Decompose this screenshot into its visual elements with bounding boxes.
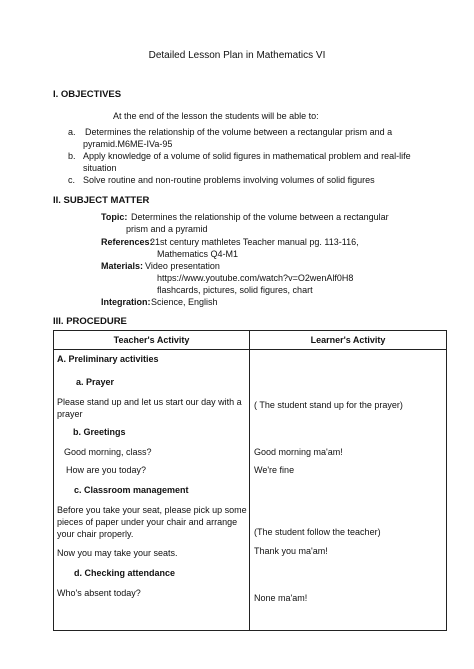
references-line-1: 21st century mathletes Teacher manual pg. 113-116, — [150, 237, 359, 247]
integration-label: Integration: — [101, 297, 151, 307]
seats-learner: Thank you ma'am! — [254, 546, 328, 556]
topic-line-1: Determines the relationship of the volume between a rectangular — [131, 212, 389, 222]
teacher-activity-cell — [54, 350, 250, 631]
procedure-table — [53, 330, 447, 631]
procedure-header-row — [54, 331, 447, 350]
objectives-intro: At the end of the lesson the students will be able to: — [113, 111, 319, 121]
prayer-label: a. Prayer — [76, 377, 115, 387]
learner-activity-header: Learner's Activity — [250, 331, 447, 350]
objective-a-line-2: pyramid.M6ME-IVa-95 — [83, 139, 173, 149]
objective-a-marker: a. — [68, 127, 76, 137]
procedure-body-row — [54, 350, 447, 631]
section-a-title: A. Preliminary activities — [57, 354, 159, 364]
classroom-teacher-line-2: pieces of paper under your chair and arrange — [57, 517, 238, 527]
topic-line-2: prism and a pyramid — [126, 224, 208, 234]
procedure-heading: III. PROCEDURE — [53, 316, 127, 327]
materials-label: Materials: — [101, 261, 144, 271]
greet-learner-1: Good morning ma'am! — [254, 447, 343, 457]
prayer-teacher-line-2: prayer — [57, 409, 83, 419]
objective-b-line-2: situation — [83, 163, 117, 173]
classroom-management-label: c. Classroom management — [74, 485, 189, 495]
materials-line-3: flashcards, pictures, solid figures, chart — [157, 285, 313, 295]
objective-c-marker: c. — [68, 175, 76, 185]
document-title: Detailed Lesson Plan in Mathematics VI — [148, 50, 326, 61]
checking-attendance-label: d. Checking attendance — [74, 568, 176, 578]
attendance-teacher: Who's absent today? — [57, 588, 141, 598]
objective-a-line-1: Determines the relationship of the volume between a rectangular prism and a — [85, 127, 393, 137]
teacher-activity-header: Teacher's Activity — [54, 331, 250, 350]
classroom-teacher-line-1: Before you take your seat, please pick up some — [57, 505, 247, 515]
prayer-learner: ( The student stand up for the prayer) — [254, 400, 403, 410]
learner-activity-cell — [250, 350, 447, 631]
objective-c-line-1: Solve routine and non-routine problems involving volumes of solid figures — [83, 175, 375, 185]
integration-value: Science, English — [151, 297, 218, 307]
greet-teacher-2: How are you today? — [66, 465, 147, 475]
prayer-teacher-line-1: Please stand up and let us start our day with a — [57, 397, 242, 407]
classroom-learner-1: (The student follow the teacher) — [254, 527, 381, 537]
greet-learner-2: We're fine — [254, 465, 295, 475]
seats-teacher: Now you may take your seats. — [57, 548, 178, 558]
objective-b-marker: b. — [68, 151, 76, 161]
classroom-teacher-line-3: your chair properly. — [57, 529, 134, 539]
objective-b-line-1: Apply knowledge of a volume of solid figures in mathematical problem and real-life — [83, 151, 411, 161]
greetings-label: b. Greetings — [73, 427, 126, 437]
materials-line-1: Video presentation — [145, 261, 220, 271]
attendance-learner: None ma'am! — [254, 593, 308, 603]
topic-label: Topic: — [101, 212, 128, 222]
references-label: References: — [101, 237, 153, 247]
references-line-2: Mathematics Q4-M1 — [157, 249, 239, 259]
materials-link[interactable]: https://www.youtube.com/watch?v=O2wenAlf0H8 — [157, 273, 354, 283]
greet-teacher-1: Good morning, class? — [64, 447, 152, 457]
subject-matter-heading: II. SUBJECT MATTER — [53, 195, 150, 206]
objectives-heading: I. OBJECTIVES — [53, 89, 122, 100]
